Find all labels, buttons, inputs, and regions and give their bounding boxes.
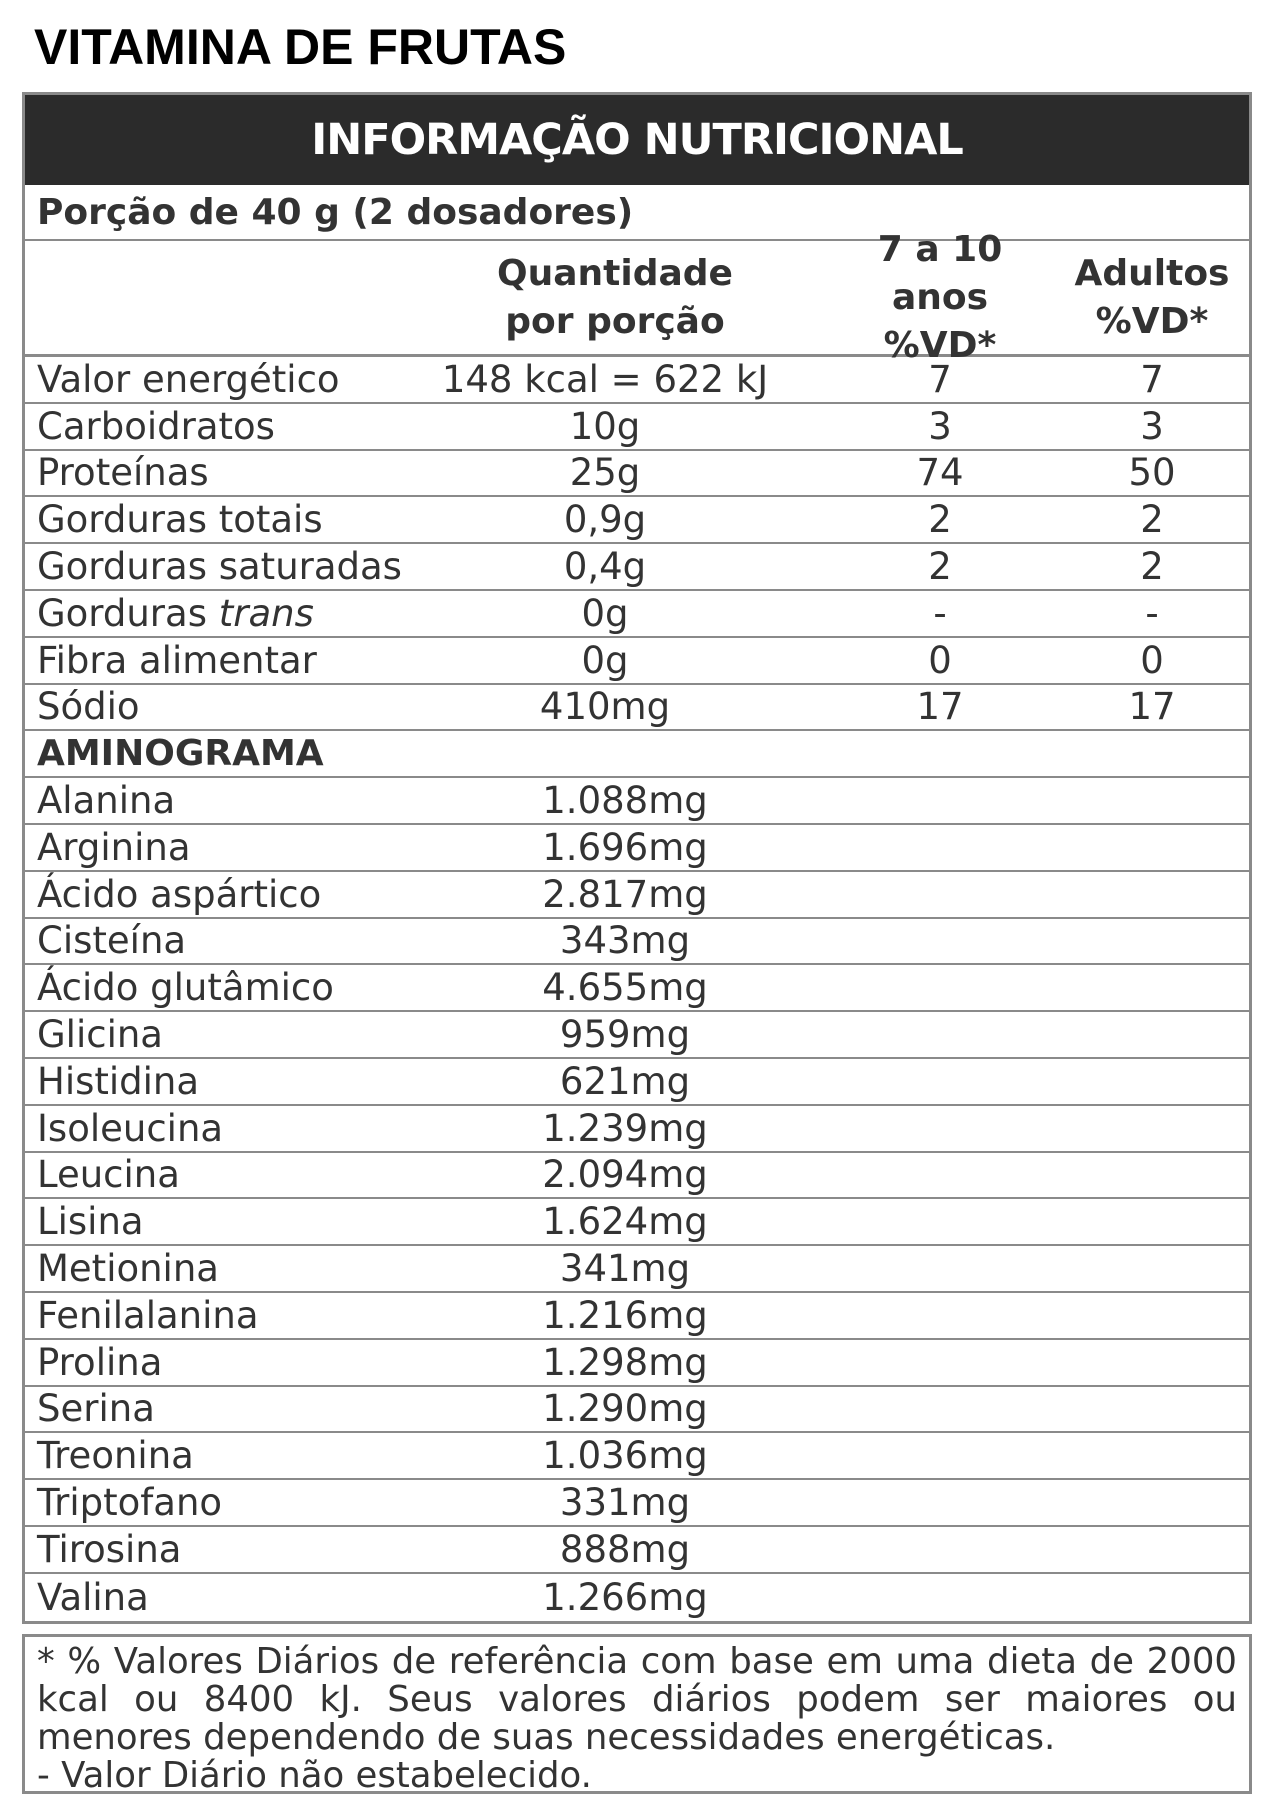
amino-qty: 2.094mg (542, 1153, 708, 1197)
amino-qty: 1.290mg (542, 1387, 708, 1431)
table-row (25, 1574, 1249, 1621)
nutrient-kids-vd: 74 (916, 451, 964, 495)
amino-qty: 1.624mg (542, 1200, 708, 1244)
table-row (25, 357, 1249, 404)
amino-name: Leucina (37, 1153, 180, 1197)
table-row (25, 1527, 1249, 1574)
amino-name: Ácido aspártico (37, 872, 322, 916)
table-row (25, 404, 1249, 451)
nutrition-facts-table (22, 92, 1252, 1624)
amino-name: Cisteína (37, 919, 187, 963)
nutrient-qty: 148 kcal = 622 kJ (441, 357, 769, 401)
amino-name: Isoleucina (37, 1106, 224, 1150)
kids-header-line2: %VD* (883, 324, 997, 366)
nutrient-name-prefix: Gorduras (37, 591, 219, 635)
nutrient-adults-vd: 50 (1128, 451, 1176, 495)
nutrient-adults-vd: 2 (1140, 498, 1164, 542)
table-row (25, 591, 1249, 638)
amino-name: Arginina (37, 825, 191, 869)
amino-name: Lisina (37, 1200, 144, 1244)
amino-qty: 4.655mg (542, 966, 708, 1010)
aminogram-title: AMINOGRAMA (37, 733, 324, 775)
footnote-not-established: - Valor Diário não estabelecido. (37, 1755, 592, 1796)
table-row (25, 965, 1249, 1012)
nutrient-adults-vd: - (1145, 591, 1159, 635)
table-row (25, 1387, 1249, 1434)
table-row (25, 778, 1249, 825)
amino-name: Triptofano (37, 1481, 223, 1525)
amino-qty: 1.266mg (542, 1575, 708, 1619)
table-row (25, 1012, 1249, 1059)
amino-qty: 341mg (559, 1247, 691, 1291)
nutrient-name: Proteínas (37, 451, 209, 495)
nutrient-kids-vd: - (933, 591, 947, 635)
nutrient-kids-vd: 3 (928, 404, 952, 448)
nutrient-qty: 0,4g (563, 545, 647, 589)
table-row (25, 638, 1249, 685)
amino-name: Glicina (37, 1013, 163, 1057)
table-row (25, 1059, 1249, 1106)
table-row (25, 1293, 1249, 1340)
table-row (25, 1433, 1249, 1480)
amino-name: Metionina (37, 1247, 219, 1291)
amino-name: Histidina (37, 1059, 200, 1103)
nutrient-kids-vd: 17 (916, 685, 964, 729)
kids-header-line1: 7 a 10 anos (877, 228, 1003, 318)
amino-qty: 959mg (559, 1013, 691, 1057)
nutrient-name: Carboidratos (37, 404, 275, 448)
name-column-header (25, 241, 405, 354)
nutrient-qty: 0,9g (563, 498, 647, 542)
amino-qty: 331mg (559, 1481, 691, 1525)
product-title: VITAMINA DE FRUTAS (34, 19, 567, 75)
nutrient-kids-vd: 0 (928, 638, 952, 682)
table-row (25, 451, 1249, 498)
table-row (25, 1480, 1249, 1527)
nutrient-qty: 25g (569, 451, 641, 495)
portion-size: Porção de 40 g (2 dosadores) (25, 185, 1249, 241)
nutrient-adults-vd: 0 (1140, 638, 1164, 682)
nutrient-qty: 410mg (539, 685, 671, 729)
amino-qty: 1.298mg (542, 1340, 708, 1384)
table-row (25, 1246, 1249, 1293)
table-row (25, 825, 1249, 872)
nutrient-name: Gorduras totais (37, 498, 323, 542)
amino-name: Valina (37, 1575, 149, 1619)
amino-name: Prolina (37, 1340, 163, 1384)
amino-qty: 888mg (559, 1527, 691, 1571)
amino-qty: 621mg (559, 1059, 691, 1103)
table-row (25, 1340, 1249, 1387)
adults-header-line1: Adultos (1074, 252, 1230, 294)
adults-header-line2: %VD* (1095, 300, 1209, 342)
table-header: INFORMAÇÃO NUTRICIONAL (25, 95, 1249, 185)
nutrient-name-italic: trans (218, 591, 314, 635)
table-row (25, 872, 1249, 919)
nutrient-qty: 0g (581, 591, 629, 635)
nutrient-kids-vd: 7 (928, 357, 952, 401)
amino-name: Ácido glutâmico (37, 966, 334, 1010)
amino-qty: 1.239mg (542, 1106, 708, 1150)
qty-header-line2: por porção (505, 300, 725, 342)
amino-name: Alanina (37, 779, 176, 823)
nutrient-name: Sódio (37, 685, 140, 729)
nutrient-kids-vd: 2 (928, 545, 952, 589)
amino-name: Treonina (37, 1434, 194, 1478)
aminogram-section-title (25, 731, 1249, 778)
nutrient-name: Fibra alimentar (37, 638, 317, 682)
table-row (25, 544, 1249, 591)
nutrient-adults-vd: 3 (1140, 404, 1164, 448)
amino-qty: 343mg (559, 919, 691, 963)
column-headers (25, 228, 1249, 366)
amino-qty: 1.216mg (542, 1293, 708, 1337)
nutrient-name: Gorduras saturadas (37, 545, 402, 589)
table-row (25, 1106, 1249, 1153)
amino-name: Fenilalanina (37, 1293, 259, 1337)
amino-name: Serina (37, 1387, 155, 1431)
nutrient-adults-vd: 7 (1140, 357, 1164, 401)
qty-column-header (405, 241, 825, 354)
footnote-reference-text: * % Valores Diários de referência com base em uma dieta de 2000 kcal ou 8400 kJ. Seus valores diários podem ser maiores ou menores dependendo de suas necessidades energéticas. (37, 1641, 1237, 1758)
nutrient-qty: 0g (581, 638, 629, 682)
amino-qty: 1.696mg (542, 825, 708, 869)
kids-column-header (825, 228, 1055, 366)
nutrient-name: Valor energético (37, 357, 340, 401)
amino-name: Tirosina (37, 1527, 182, 1571)
amino-qty: 2.817mg (542, 872, 708, 916)
nutrient-rows (25, 357, 1249, 1621)
footnote-box (22, 1634, 1252, 1794)
nutrient-adults-vd: 2 (1140, 545, 1164, 589)
amino-qty: 1.088mg (542, 779, 708, 823)
nutrient-adults-vd: 17 (1128, 685, 1176, 729)
nutrient-kids-vd: 2 (928, 498, 952, 542)
nutrient-qty: 10g (569, 404, 641, 448)
table-row (25, 1153, 1249, 1200)
table-row (25, 919, 1249, 966)
adults-column-header (1055, 241, 1249, 354)
table-row (25, 1199, 1249, 1246)
table-row (25, 685, 1249, 732)
table-row (25, 497, 1249, 544)
nutrient-name (25, 592, 405, 635)
amino-qty: 1.036mg (542, 1434, 708, 1478)
qty-header-line1: Quantidade (497, 252, 733, 294)
